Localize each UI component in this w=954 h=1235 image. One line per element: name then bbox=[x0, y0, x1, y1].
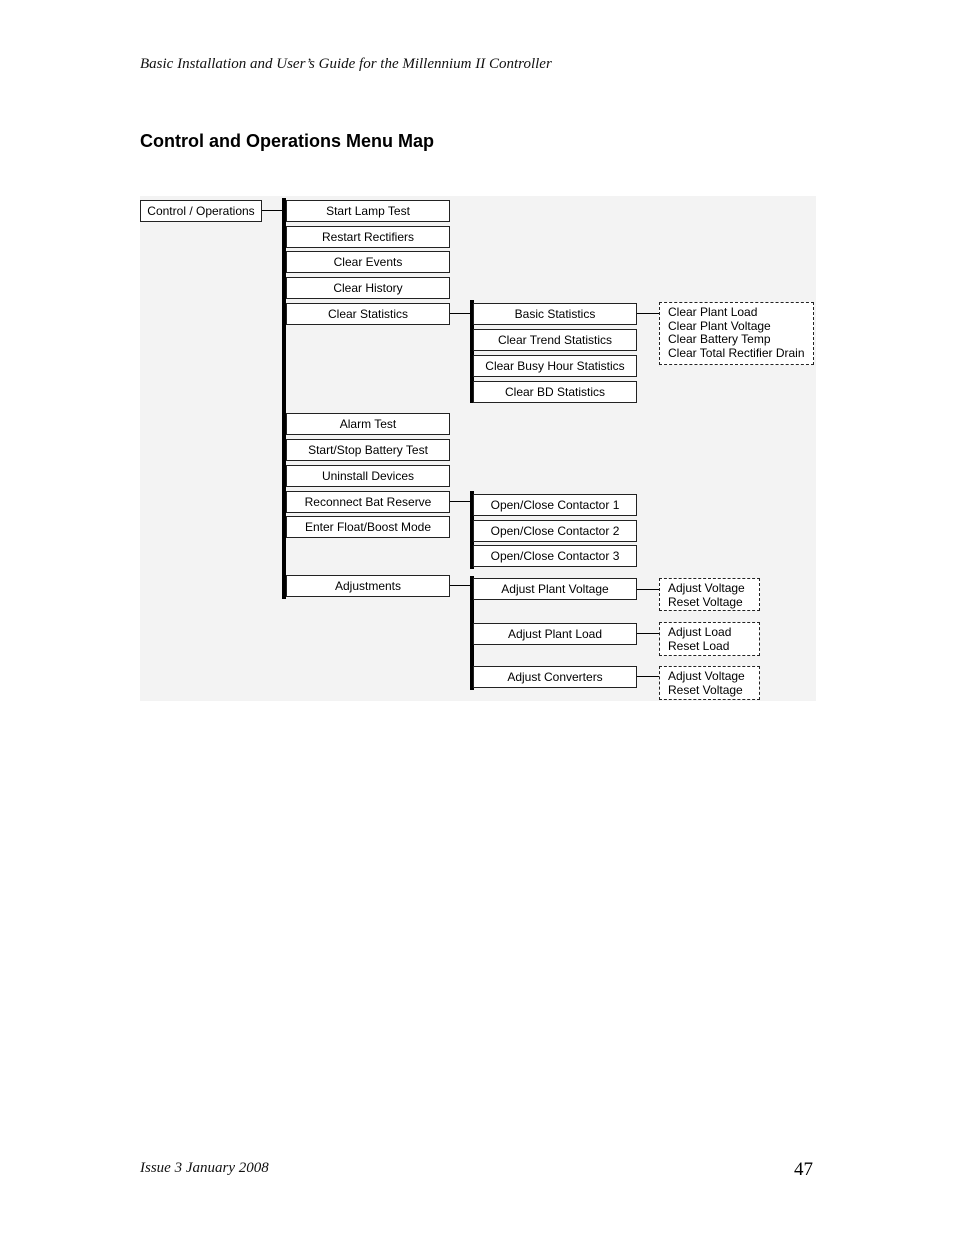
plant-load-options bbox=[659, 622, 760, 656]
menu-item-adjustments: Adjustments bbox=[286, 575, 450, 597]
menu-item-clear-history: Clear History bbox=[286, 277, 450, 299]
submenu-item-adjust-plant-load: Adjust Plant Load bbox=[473, 623, 637, 645]
menu-item-clear-events: Clear Events bbox=[286, 251, 450, 273]
running-header: Basic Installation and User’s Guide for the Millennium II Controller bbox=[140, 56, 552, 72]
submenu-item-adjust-plant-voltage: Adjust Plant Voltage bbox=[473, 578, 637, 600]
option-reset-voltage: Reset Voltage bbox=[668, 682, 743, 697]
connector-line bbox=[637, 313, 659, 314]
submenu-item-clear-bd-statistics: Clear BD Statistics bbox=[473, 381, 637, 403]
connector-line bbox=[450, 501, 471, 502]
option-clear-plant-voltage: Clear Plant Voltage bbox=[668, 318, 771, 333]
option-adjust-load: Adjust Load bbox=[668, 625, 732, 639]
menu-item-enter-float-boost-mode: Enter Float/Boost Mode bbox=[286, 516, 450, 538]
connector-line bbox=[637, 676, 659, 677]
option-adjust-voltage: Adjust Voltage bbox=[668, 581, 745, 595]
option-clear-plant-load: Clear Plant Load bbox=[668, 305, 758, 319]
connector-line bbox=[637, 633, 659, 634]
submenu-item-clear-busy-hour-statistics: Clear Busy Hour Statistics bbox=[473, 355, 637, 377]
plant-voltage-options bbox=[659, 578, 760, 611]
option-clear-total-rectifier-drain: Clear Total Rectifier Drain bbox=[668, 346, 805, 361]
submenu-item-open-close-contactor-3: Open/Close Contactor 3 bbox=[473, 545, 637, 567]
menu-item-uninstall-devices: Uninstall Devices bbox=[286, 465, 450, 487]
connector-line bbox=[637, 589, 659, 590]
menu-item-clear-statistics: Clear Statistics bbox=[286, 303, 450, 325]
menu-item-alarm-test: Alarm Test bbox=[286, 413, 450, 435]
section-title: Control and Operations Menu Map bbox=[140, 131, 435, 151]
option-clear-battery-temp: Clear Battery Temp bbox=[668, 332, 771, 347]
option-reset-load: Reset Load bbox=[668, 638, 730, 653]
connector-line bbox=[450, 313, 471, 314]
submenu-item-open-close-contactor-1: Open/Close Contactor 1 bbox=[473, 494, 637, 516]
option-adjust-voltage: Adjust Voltage bbox=[668, 669, 745, 683]
footer-issue: Issue 3 January 2008 bbox=[140, 1160, 269, 1176]
converters-options bbox=[659, 666, 760, 700]
submenu-item-adjust-converters: Adjust Converters bbox=[473, 666, 637, 688]
submenu-item-basic-statistics: Basic Statistics bbox=[473, 303, 637, 325]
connector-line bbox=[262, 210, 283, 211]
menu-item-reconnect-bat-reserve: Reconnect Bat Reserve bbox=[286, 491, 450, 513]
option-reset-voltage: Reset Voltage bbox=[668, 594, 743, 609]
menu-item-restart-rectifiers: Restart Rectifiers bbox=[286, 226, 450, 248]
menu-map-diagram bbox=[140, 196, 816, 701]
connector-line bbox=[450, 585, 471, 586]
submenu-item-clear-trend-statistics: Clear Trend Statistics bbox=[473, 329, 637, 351]
basic-statistics-options bbox=[659, 302, 814, 365]
menu-root-control-operations: Control / Operations bbox=[140, 200, 262, 222]
menu-item-start-lamp-test: Start Lamp Test bbox=[286, 200, 450, 222]
submenu-item-open-close-contactor-2: Open/Close Contactor 2 bbox=[473, 520, 637, 542]
menu-item-start-stop-battery-test: Start/Stop Battery Test bbox=[286, 439, 450, 461]
page-number: 47 bbox=[794, 1159, 813, 1180]
